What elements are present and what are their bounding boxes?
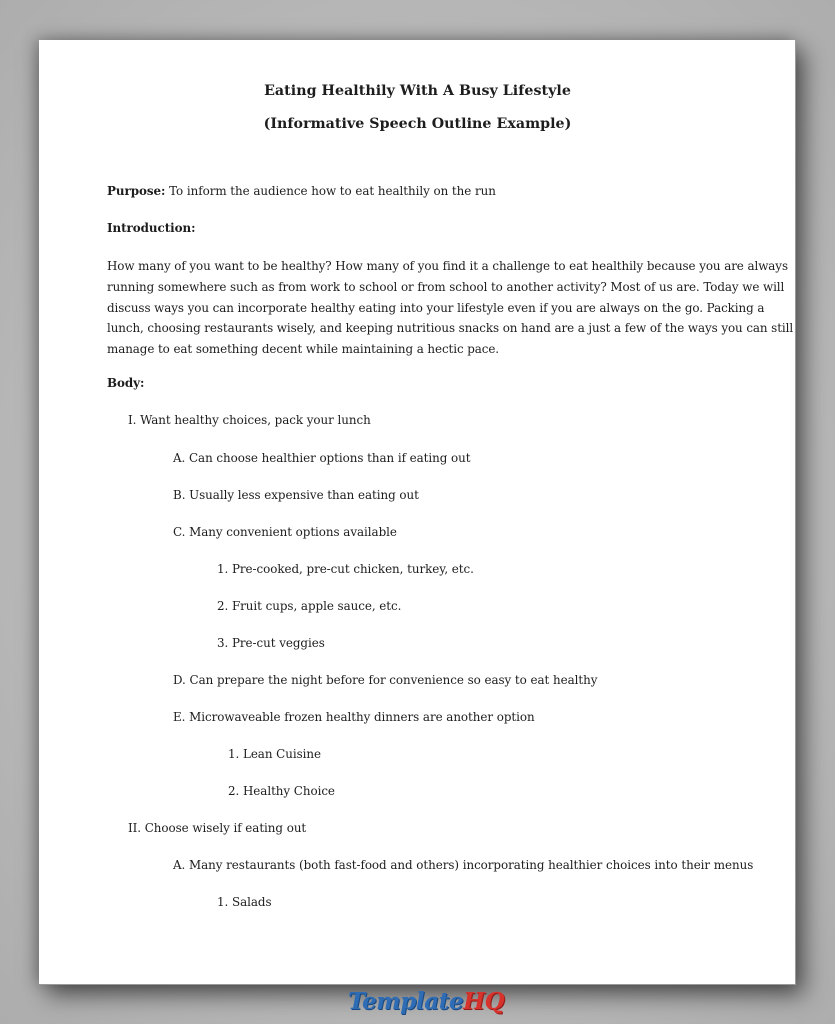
outline-item-level2: D. Can prepare the night before for convenience so easy to eat healthy [173, 673, 598, 687]
paragraph-line: lunch, choosing restaurants wisely, and keeping nutritious snacks on hand are a just a few of the ways you can still [107, 321, 794, 336]
body-heading: Body: [107, 376, 145, 390]
outline-item-level3: 3. Pre-cut veggies [217, 636, 325, 650]
outline-item-level2: E. Microwaveable frozen healthy dinners are another option [173, 710, 535, 724]
purpose-text: To inform the audience how to eat healthily on the run [165, 184, 496, 198]
outline-item-level3: 2. Healthy Choice [228, 784, 335, 798]
outline-item-level3: 1. Pre-cooked, pre-cut chicken, turkey, etc. [217, 562, 474, 576]
paragraph-line: How many of you want to be healthy? How many of you find it a challenge to eat healthily because you are always [107, 259, 788, 273]
outline-item-level3: 2. Fruit cups, apple sauce, etc. [217, 599, 402, 613]
paragraph-line: discuss ways you can incorporate healthy eating into your lifestyle even if you are always on the go. Packing a [107, 300, 765, 315]
outline-item-level3: 1. Salads [217, 895, 272, 909]
introduction-paragraph [107, 256, 794, 360]
purpose-label: Purpose: [107, 184, 166, 198]
outline-item-level1: I. Want healthy choices, pack your lunch [128, 413, 371, 427]
templatehq-logo [348, 990, 504, 1013]
document-subtitle: (Informative Speech Outline Example) [263, 116, 572, 132]
outline-item-level2: B. Usually less expensive than eating out [173, 488, 419, 502]
document-page [39, 40, 796, 985]
outline-item-level2: A. Can choose healthier options than if eating out [173, 451, 471, 465]
outline-item-level3: 1. Lean Cuisine [228, 747, 321, 761]
introduction-heading: Introduction: [107, 221, 196, 235]
paragraph-line: manage to eat something decent while maintaining a hectic pace. [107, 342, 500, 357]
outline-item-level2: A. Many restaurants (both fast-food and others) incorporating healthier choices into their menus [173, 858, 754, 872]
outline-item-level1: II. Choose wisely if eating out [128, 821, 307, 835]
purpose-line [107, 186, 496, 198]
outline-item-level2: C. Many convenient options available [173, 525, 397, 539]
logo-template-text: Template [348, 988, 464, 1015]
logo-hq-text: HQ [463, 988, 505, 1015]
paragraph-line: running somewhere such as from work to school or from school to another activity? Most of us are. Today we will [107, 279, 785, 294]
document-title: Eating Healthily With A Busy Lifestyle [264, 83, 571, 99]
